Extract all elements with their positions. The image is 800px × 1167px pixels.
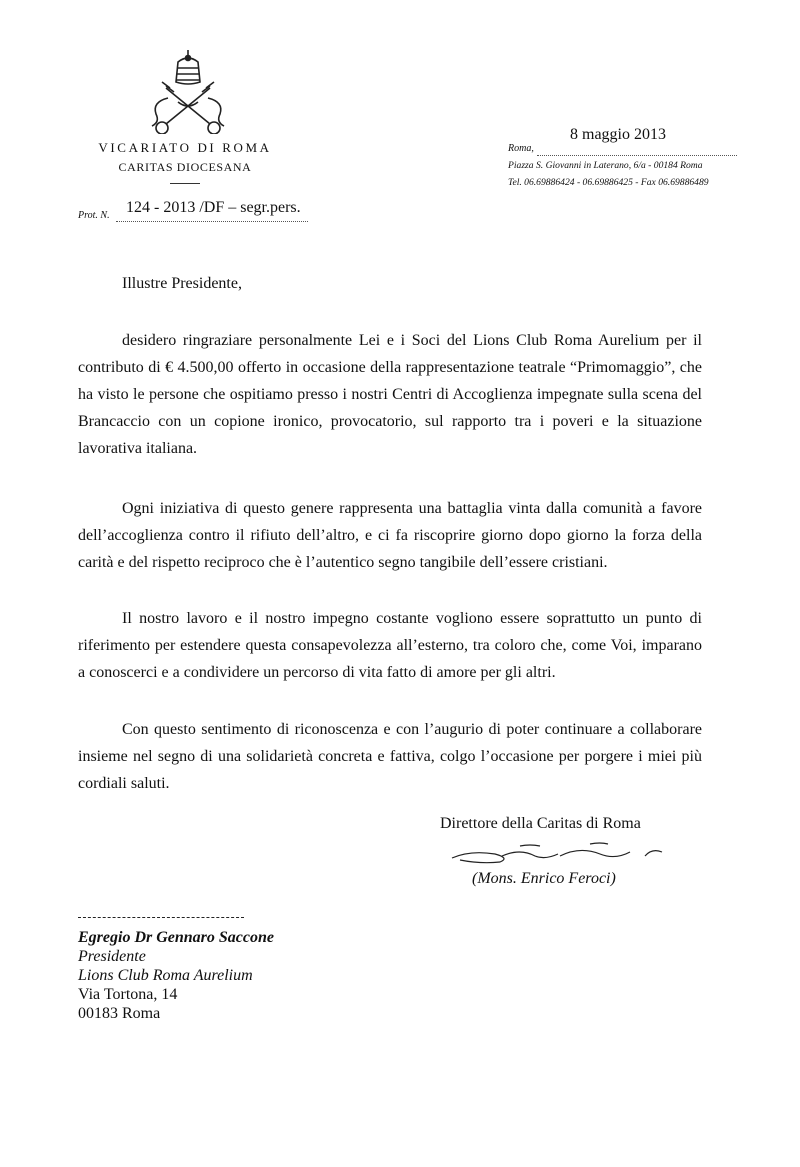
signatory-title: Direttore della Caritas di Roma xyxy=(440,815,641,832)
paragraph-text: Ogni iniziativa di questo genere rappresenta una battaglia vinta dalla comunità a favore dell’accoglienza contro il rifiuto dell’altro, e ci fa riscoprire giorno dopo giorno la forza della carità e del rispetto reciproco che è l’autentico segno tangibile dell’essere cristiani. xyxy=(78,500,702,571)
organization-name: VICARIATO DI ROMA xyxy=(98,140,272,155)
date-dotted-line xyxy=(537,155,737,156)
body-paragraph xyxy=(78,495,702,576)
protocol-dotted-line xyxy=(116,221,308,222)
recipient-organization: Lions Club Roma Aurelium xyxy=(78,967,253,984)
body-paragraph xyxy=(78,605,702,686)
papal-crest-icon xyxy=(138,48,238,134)
sender-phone: Tel. 06.69886424 - 06.69886425 - Fax 06.69886489 xyxy=(508,177,709,188)
body-paragraph xyxy=(78,716,702,797)
protocol-number: 124 - 2013 /DF – segr.pers. xyxy=(126,199,301,216)
letter-date: 8 maggio 2013 xyxy=(570,126,666,143)
body-paragraph xyxy=(78,327,702,462)
paragraph-text: Il nostro lavoro e il nostro impegno costante vogliono essere soprattutto un punto di riferimento per estendere questa consapevolezza all’esterno, tra coloro che, come Voi, imparano a conoscerci e a condividere un percorso di vita fatto di amore per gli altri. xyxy=(78,610,702,681)
organization-subtitle: CARITAS DIOCESANA xyxy=(118,160,252,174)
letterhead-divider xyxy=(170,183,200,184)
recipient-role: Presidente xyxy=(78,948,146,965)
recipient-street: Via Tortona, 14 xyxy=(78,986,178,1003)
date-place-label: Roma, xyxy=(508,143,534,154)
paragraph-text: desidero ringraziare personalmente Lei e i Soci del Lions Club Roma Aurelium per il contributo di € 4.500,00 offerto in occasione della rappresentazione teatrale “Primomaggio”, che ha visto le persone che ospitiamo presso i nostri Centri di Accoglienza impegnate sulla scena del Brancaccio con un copione ironico, provocatorio, sul rapporto tra i poveri e la situazione lavorativa italiana. xyxy=(78,332,702,457)
salutation: Illustre Presidente, xyxy=(122,275,242,292)
signatory-name: (Mons. Enrico Feroci) xyxy=(472,870,616,887)
recipient-divider xyxy=(78,917,244,918)
handwritten-signature xyxy=(440,838,670,868)
recipient-name: Egregio Dr Gennaro Saccone xyxy=(78,929,275,946)
sender-address: Piazza S. Giovanni in Laterano, 6/a - 00184 Roma xyxy=(508,160,703,171)
paragraph-text: Con questo sentimento di riconoscenza e con l’augurio di poter continuare a collaborare insieme nel segno di una solidarietà concreta e fattiva, colgo l’occasione per porgere i miei più cordiali saluti. xyxy=(78,721,702,792)
protocol-label: Prot. N. xyxy=(78,210,110,221)
recipient-city: 00183 Roma xyxy=(78,1005,161,1022)
